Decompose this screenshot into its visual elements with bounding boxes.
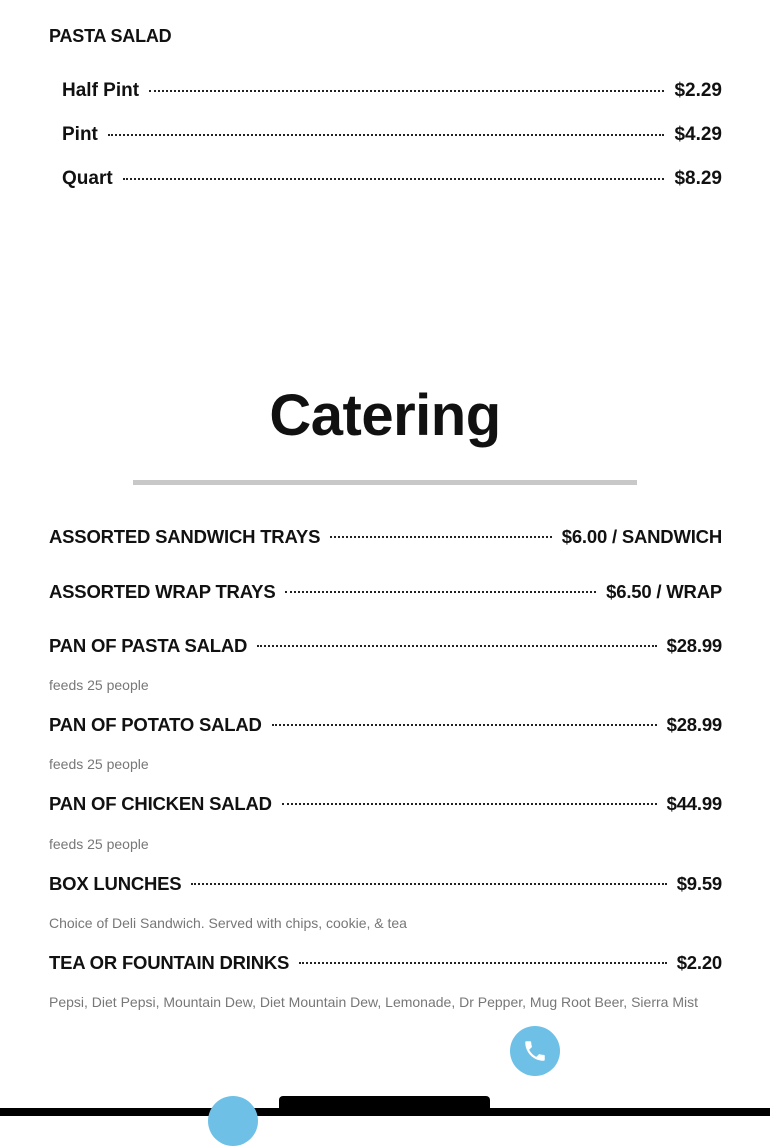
item-price: $8.29 [674, 168, 722, 189]
call-button[interactable] [510, 1026, 560, 1076]
item-description: Choice of Deli Sandwich. Served with chips, cookie, & tea [49, 915, 407, 931]
dotted-leader [285, 591, 596, 593]
item-price: $6.00 / SANDWICH [561, 526, 722, 547]
item-name: BOX LUNCHES [49, 873, 182, 894]
title-divider [133, 480, 637, 485]
menu-item-potato-salad-pan [49, 713, 722, 737]
dotted-leader [330, 536, 552, 538]
item-name: TEA OR FOUNTAIN DRINKS [49, 952, 290, 973]
item-name: PAN OF PASTA SALAD [49, 635, 248, 656]
dotted-leader [191, 883, 666, 885]
item-name: Quart [62, 168, 113, 189]
item-description: feeds 25 people [49, 756, 149, 772]
item-name: Half Pint [62, 80, 140, 101]
menu-item-half-pint [62, 79, 722, 103]
item-name: PAN OF POTATO SALAD [49, 714, 262, 735]
item-name: ASSORTED WRAP TRAYS [49, 581, 276, 602]
pasta-salad-heading: PASTA SALAD [49, 26, 172, 46]
bottom-floating-button[interactable] [208, 1096, 258, 1146]
menu-item-quart [62, 167, 722, 191]
dotted-leader [149, 90, 664, 92]
dotted-leader [123, 178, 665, 180]
menu-item-chicken-salad-pan [49, 792, 722, 816]
phone-icon [522, 1038, 548, 1064]
menu-item-wrap-trays [49, 580, 722, 604]
menu-item-drinks [49, 951, 722, 975]
item-name: Pint [62, 124, 98, 145]
menu-item-sandwich-trays [49, 525, 722, 549]
item-price: $44.99 [666, 793, 722, 814]
dotted-leader [108, 134, 665, 136]
item-price: $6.50 / WRAP [606, 581, 722, 602]
item-price: $2.29 [674, 80, 722, 101]
item-price: $28.99 [666, 714, 722, 735]
catering-title: Catering [269, 383, 501, 448]
menu-item-box-lunches [49, 872, 722, 896]
item-name: PAN OF CHICKEN SALAD [49, 793, 272, 814]
menu-item-pint [62, 123, 722, 147]
item-name: ASSORTED SANDWICH TRAYS [49, 526, 321, 547]
dotted-leader [299, 962, 667, 964]
item-price: $9.59 [676, 873, 722, 894]
dotted-leader [282, 803, 657, 805]
item-description: feeds 25 people [49, 677, 149, 693]
item-price: $4.29 [674, 124, 722, 145]
dotted-leader [257, 645, 656, 647]
item-price: $28.99 [666, 635, 722, 656]
dotted-leader [272, 724, 657, 726]
bottom-action-button[interactable] [279, 1096, 490, 1116]
item-description: Pepsi, Diet Pepsi, Mountain Dew, Diet Mountain Dew, Lemonade, Dr Pepper, Mug Root Beer, Sierra Mist [49, 994, 698, 1010]
item-price: $2.20 [676, 952, 722, 973]
item-description: feeds 25 people [49, 836, 149, 852]
menu-item-pasta-salad-pan [49, 634, 722, 658]
